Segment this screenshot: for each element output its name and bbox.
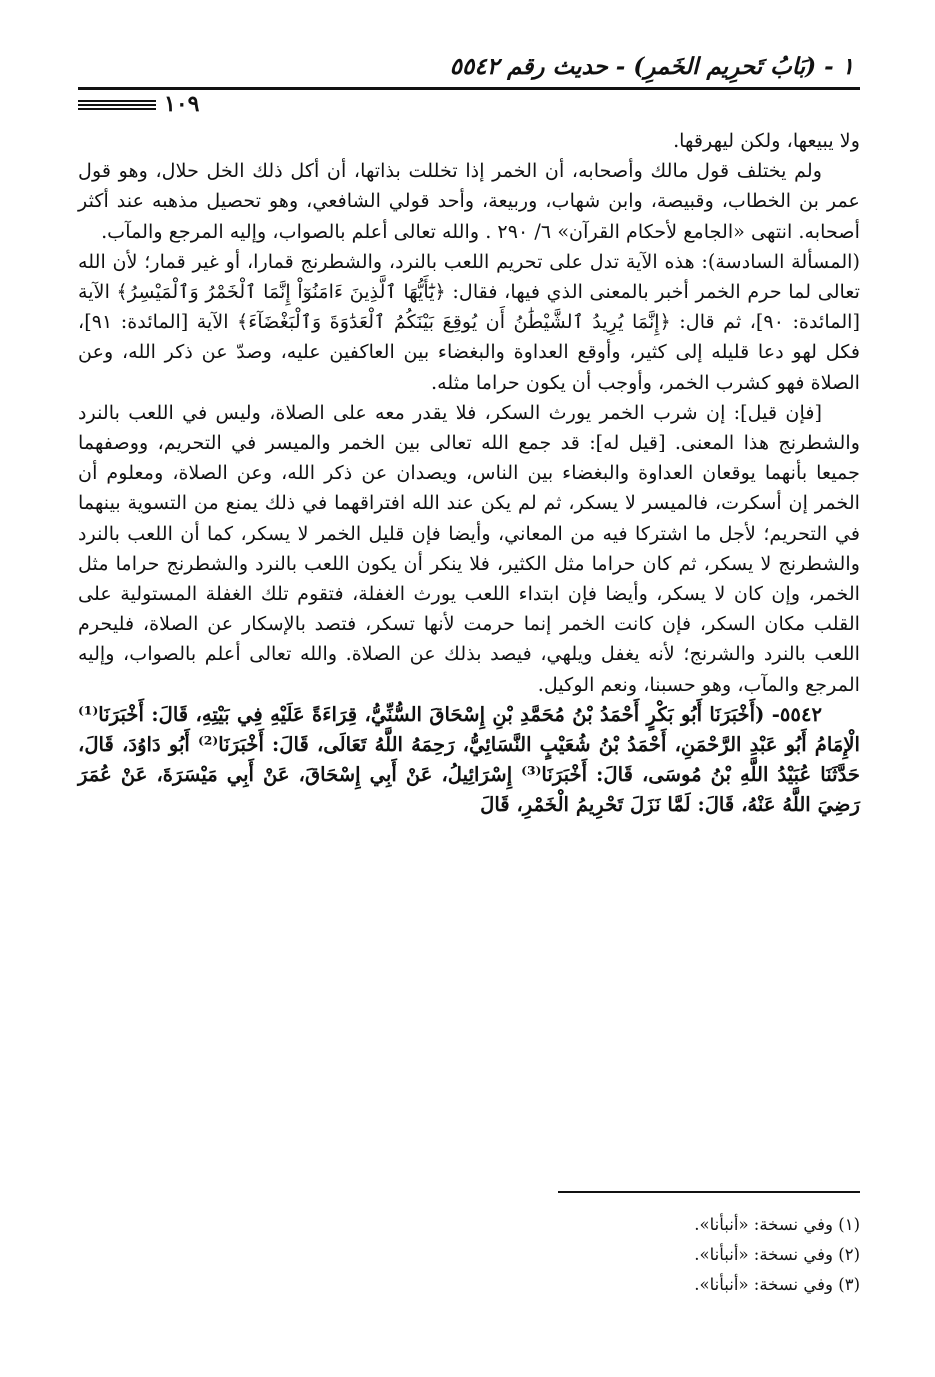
page-number-ornament-rule bbox=[78, 100, 156, 110]
paragraph-objection-reply: [فإن قيل]: إن شرب الخمر يورث السكر، فلا يقدر معه على الصلاة، وليس في اللعب بالنرد والشطرنج هذا المعنى. [قيل له]: قد جمع الله تعالى بين الخمر والميسر في التحريم، ووصفهما جميعا بأنهما يوقعان العداوة والبغضاء بين الناس، ويصدان عن ذكر الله، وعن الصلاة، ومعلوم أن الخمر إن أسكرت، فالميسر لا يسكر، ثم لم يكن عند الله افتراقهما في ذلك يمنع من التسوية بينهما في التحريم؛ لأجل ما اشتركا فيه من المعاني، وأيضا فإن قليل الخمر لا يسكر، كما أن اللعب بالنرد والشطرنج لا يسكر، ثم كان حراما مثل الكثير، فلا ينكر أن يكون اللعب بالنرد والشطرنج حراما مثل الخمر، وإن كان لا يسكر، وأيضا فإن ابتداء اللعب يورث الغفلة، فتقوم تلك الغفلة المستولية على القلب مكان السكر، فإن كانت الخمر إنما حرمت لأنها تسكر، فتصد بالإسكار عن الصلاة، فليحرم اللعب بالنرد والشرنج؛ لأنه يغفل ويلهي، فيصد بذلك عن الصلاة. والله تعالى أعلم بالصواب، وإليه المرجع والمآب، وهو حسبنا، ونعم الوكيل. bbox=[78, 400, 860, 696]
ornament-rule-line bbox=[78, 100, 156, 102]
main-text bbox=[78, 126, 860, 821]
footnotes bbox=[260, 1210, 860, 1300]
hadith-isnad-5542: ٥٥٤٢- (أَخْبَرَنَا أَبُو بَكْرٍ أَحْمَدُ بْنُ مُحَمَّدِ بْنِ إِسْحَاقَ السُّنِّيُّ، قِرَاءَةً عَلَيْهِ فِي بَيْتِهِ، قَالَ: أَخْبَرَنَا⁽¹⁾ الْإِمَامُ أَبُو عَبْدِ الرَّحْمَنِ، أَحْمَدُ بْنُ شُعَيْبٍ النَّسَائِيُّ، رَحِمَهُ اللَّهُ تَعَالَى، قَالَ: أَخْبَرَنَا⁽²⁾ أَبُو دَاوُدَ، قَالَ، حَدَّثَنَا عُبَيْدُ اللَّهِ بْنُ مُوسَى، قَالَ: أَخْبَرَنَا⁽³⁾ إِسْرَائِيلُ، عَنْ أَبِي إِسْحَاقَ، عَنْ أَبِي مَيْسَرَةَ، عَنْ عُمَرَ رَضِيَ اللَّهُ عَنْهُ، قَالَ: لَمَّا نَزَلَ تَحْرِيمُ الْخَمْرِ، قَالَ bbox=[78, 702, 860, 817]
running-head bbox=[78, 44, 860, 90]
paragraph-continuation: ولا يبيعها، ولكن ليهرقها. bbox=[673, 129, 860, 152]
running-title: ١ - (بَابُ تَحرِيم الخَمرِ) - حديث رقم ٥٥٤٢ bbox=[449, 53, 854, 80]
page-number-row bbox=[78, 90, 860, 126]
footnote-2: (٢) وفي نسخة: «أنبأنا». bbox=[694, 1245, 860, 1264]
page-number: ١٠٩ bbox=[164, 91, 200, 117]
footnote-separator bbox=[558, 1191, 860, 1193]
footnote-3: (٣) وفي نسخة: «أنبأنا». bbox=[694, 1275, 860, 1294]
paragraph-sixth-issue: (المسألة السادسة): هذه الآية تدل على تحريم اللعب بالنرد، والشطرنج قمارا، أو غير قمار؛ لأن الله تعالى لما حرم الخمر أخبر بالمعنى الذي فيها، فقال: ﴿يَٰٓأَيُّهَا ٱلَّذِينَ ءَامَنُوٓاْ إِنَّمَا ٱلْخَمْرُ وَٱلْمَيْسِرُ﴾ الآية [المائدة: ٩٠]، ثم قال: ﴿إِنَّمَا يُرِيدُ ٱلشَّيْطَٰنُ أَن يُوقِعَ بَيْنَكُمُ ٱلْعَدَٰوَةَ وَٱلْبَغْضَآءَ﴾ الآية [المائدة: ٩١]، فكل لهو دعا قليله إلى كثير، وأوقع العداوة والبغضاء بين العاكفين عليه، وصدّ عن ذكر الله، وعن الصلاة فهو كشرب الخمر، وأوجب أن يكون حراما مثله. bbox=[78, 249, 860, 394]
book-page bbox=[78, 44, 860, 1344]
footnote-1: (١) وفي نسخة: «أنبأنا». bbox=[694, 1215, 860, 1234]
ornament-rule-line bbox=[78, 104, 156, 106]
ornament-rule-line bbox=[78, 108, 156, 110]
paragraph-malik-opinion: ولم يختلف قول مالك وأصحابه، أن الخمر إذا تخللت بذاتها، أن أكل ذلك الخل حلال، وهو قول عمر بن الخطاب، وقبيصة، وابن شهاب، وربيعة، وأحد قولي الشافعي، وهو تحصيل مذهبه عند أكثر أصحابه. انتهى «الجامع لأحكام القرآن» ٦/ ٢٩٠ . والله تعالى أعلم بالصواب، وإليه المرجع والمآب. bbox=[78, 159, 860, 243]
